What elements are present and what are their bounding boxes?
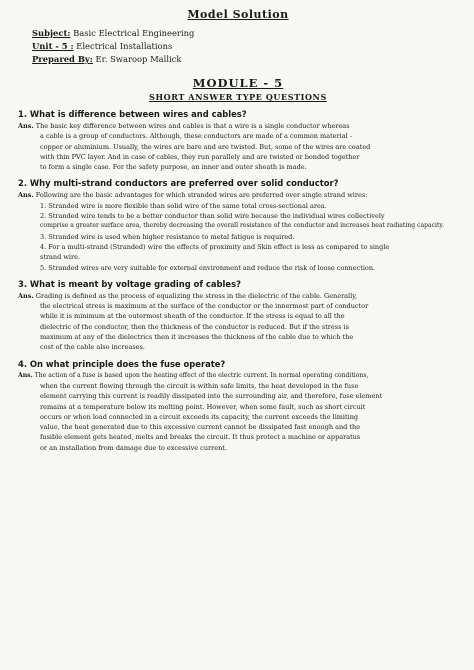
answer-text: Grading is defined as the process of equalizing the stress in the dielectric of the cable. Generally,: [35, 291, 358, 300]
answer-line: dielectric of the conductor, then the thickness of the conductor is reduced. But if the stress is: [40, 322, 349, 331]
unit-value: Electrical Installations: [76, 41, 173, 51]
question-2: 2. Why multi-strand conductors are preferred over solid conductor?: [18, 178, 339, 189]
answer-line: comprise a greater surface area, thereby decreasing the overall resistance of the conductor and increases heat radiating capacity.: [40, 222, 445, 230]
unit-label: Unit - 5 :: [32, 41, 74, 51]
answer-line: to form a single case. For the safety purpose, an inner and outer sheath is made.: [40, 163, 307, 172]
answer-line: 2. Stranded wire tends to be a better conductor than solid wire because the individual wires collectively: [40, 212, 385, 221]
answer-line: 5. Stranded wires are very suitable for external environment and reduce the risk of loose connection.: [40, 263, 376, 272]
answer-line: when the current flowing through the circuit is within safe limits, the heat developed in the fuse: [40, 381, 359, 390]
answer-line: strand wire.: [40, 253, 81, 262]
question-1: 1. What is difference between wires and cables?: [18, 109, 247, 119]
answer-line: [18, 121, 458, 131]
answer-line: with thin PVC layer. And in case of cables, they run parallely and are twisted or bonded together: [40, 152, 360, 161]
prepared-row: [32, 53, 458, 66]
answer-label: Ans.: [18, 191, 34, 200]
answer-line: remains at a temperature below its melting point. However, when some fault, such as short circuit: [40, 402, 366, 411]
question-3: 3. What is meant by voltage grading of cables?: [18, 278, 241, 289]
unit-row: [32, 40, 458, 53]
answer-label: Ans.: [18, 291, 34, 300]
document-title: Model Solution: [187, 8, 289, 21]
subject-row: [32, 27, 458, 40]
answer-line: value, the heat generated due to this excessive current cannot be dissipated fast enough and the: [40, 423, 361, 432]
answer-4: [18, 371, 458, 453]
answer-line: the electrical stress is maximum at the surface of the conductor or the innermost part of conductor: [40, 302, 369, 311]
question-4: 4. On what principle does the fuse operate?: [18, 358, 226, 369]
answer-3: [18, 291, 458, 353]
answer-text: Following are the basic advantages for which stranded wires are preferred over single strand wires:: [35, 191, 368, 200]
subject-label: Subject:: [32, 28, 71, 38]
answer-line: fusible element gets heated, melts and breaks the circuit. It thus protect a machine or apparatus: [40, 433, 361, 442]
prepared-value: Er. Swaroop Mallick: [95, 54, 182, 64]
answer-text: The action of a fuse is based upon the heating effect of the electric current. In normal operating conditions,: [34, 371, 369, 379]
answer-2: [18, 190, 458, 272]
answer-line: element carrying this current is readily dissipated into the surrounding air, and therefore, fuse element: [40, 392, 383, 401]
module-subtitle: SHORT ANSWER TYPE QUESTIONS: [149, 92, 327, 102]
answer-line: maximum at any of the dielectrics then it increases the thickness of the cable due to which the: [40, 333, 354, 342]
answer-line: [18, 190, 458, 200]
module-title: MODULE - 5: [192, 76, 284, 90]
answer-line: a cable is a group of conductors. Although, these conductors are made of a common material -: [40, 132, 352, 141]
answer-line: copper or aluminium. Usually, the wires are bare and are twisted. But, some of the wires are coated: [40, 142, 371, 151]
answer-line: [18, 371, 458, 381]
answer-line: 4. For a multi-strand (Stranded) wire the effects of proximity and Skin effect is less as compared to single: [40, 242, 390, 251]
answer-line: while it is minimum at the outermost sheath of the conductor. If the stress is equal to all the: [40, 312, 345, 321]
answer-1: [18, 121, 458, 172]
answer-line: occurs or when load connected in a circuit exceeds its capacity, the current exceeds the limiting: [40, 412, 359, 421]
answer-line: 1. Stranded wire is more flexible than solid wire of the same total cross-sectional area.: [40, 201, 327, 210]
answer-line: [18, 291, 458, 301]
answer-label: Ans.: [18, 371, 33, 379]
prepared-label: Prepared By:: [32, 54, 93, 64]
answer-line: 3. Stranded wire is used when higher resistance to metal fatigue is required.: [40, 232, 295, 241]
header-meta: [32, 27, 458, 66]
answer-label: Ans.: [18, 122, 34, 130]
answer-text: The basic key difference between wires and cables is that a wire is a single conductor whereas: [35, 122, 350, 130]
answer-line: or an installation from damage due to excessive current.: [40, 443, 227, 452]
answer-line: cost of the cable also increases.: [40, 343, 145, 352]
subject-value: Basic Electrical Engineering: [73, 28, 195, 38]
